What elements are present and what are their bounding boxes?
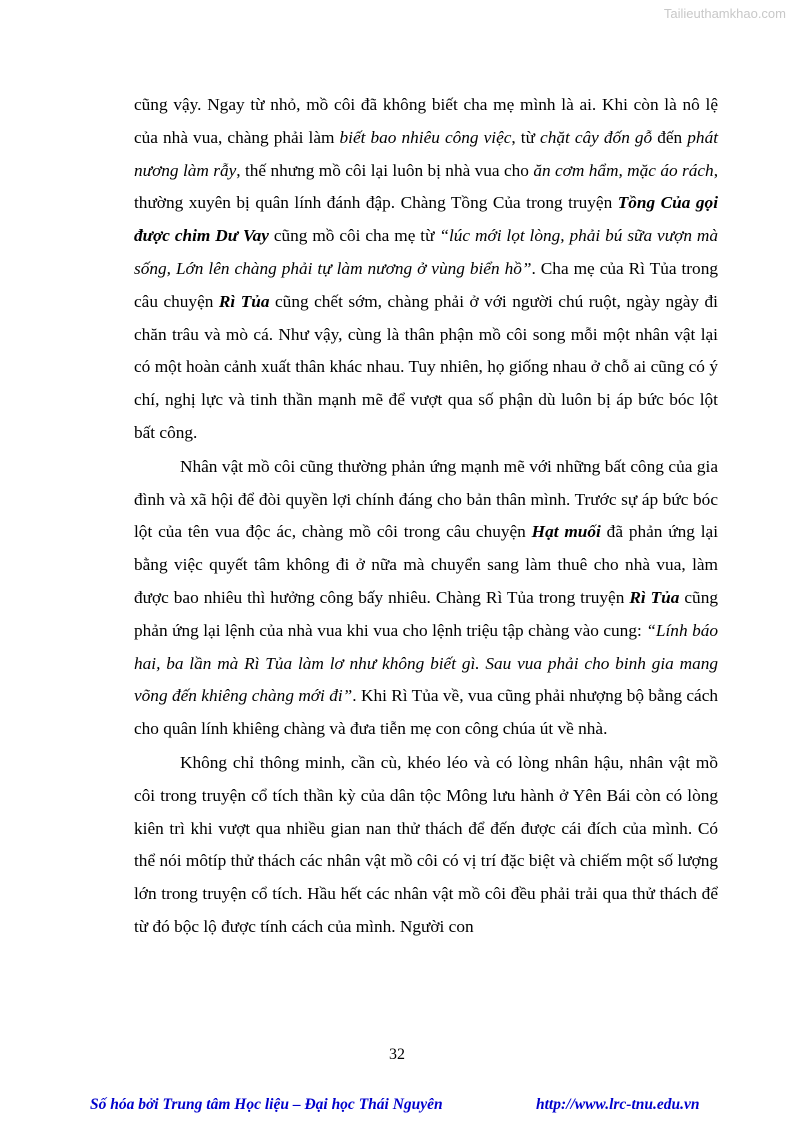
paragraph-2 <box>134 451 718 746</box>
text-run: , thế nhưng mồ côi lại luôn bị nhà vua cho <box>236 160 534 180</box>
text-run: cũng phản ứng lại lệnh của nhà vua khi vua cho lệnh triệu tập chàng vào cung: <box>134 587 718 640</box>
document-body <box>134 89 718 944</box>
text-run: cũng mồ côi cha mẹ từ <box>268 226 440 246</box>
paragraph-1 <box>134 89 718 450</box>
footer-source: Số hóa bởi Trung tâm Học liệu – Đại học Thái Nguyên <box>90 1096 443 1113</box>
text-run: cũng vậy. Ngay từ nhỏ, mồ côi đã không biết cha mẹ mình là ai. Khi còn là nô lệ của nhà vua, chàng phải làm <box>134 95 718 147</box>
text-run: đến <box>652 127 688 147</box>
emphasis-run: biết bao nhiêu công việc <box>339 127 512 147</box>
title-run: Hạt muối <box>531 522 601 542</box>
emphasis-run: “Lính báo hai, ba lần mà Rì Tủa làm lơ như không biết gì. Sau vua phải cho binh gia mang võng đến khiêng chàng mới đi” <box>134 620 719 706</box>
text-run: cũng chết sớm, chàng phải ở với người chú ruột, ngày ngày đi chăn trâu và mò cá. Như vậy, cùng là thân phận mồ côi song mỗi một nhân vật lại có một hoàn cảnh xuất thân khác nhau. Tuy nhiên, họ giống nhau ở chỗ ai cũng có ý chí, nghị lực và tinh thần mạnh mẽ để vượt qua số phận dù luôn bị áp bức bóc lột bất công. <box>134 291 718 442</box>
emphasis-run: phát nương làm rẫy <box>134 127 719 180</box>
footer-url[interactable]: http://www.lrc-tnu.edu.vn <box>536 1096 700 1113</box>
title-run: Tồng Của gọi được chim Dư Vay <box>134 193 718 246</box>
text-run: Không chỉ thông minh, cần cù, khéo léo và có lòng nhân hậu, nhân vật mồ côi trong truyện cổ tích thần kỳ của dân tộc Mông lưu hành ở Yên Bái còn có lòng kiên trì khi vượt qua nhiều gian nan thử thách để đến được cái đích của mình. Có thể nói môtíp thử thách các nhân vật mồ côi có vị trí đặc biệt và chiếm một số lượng lớn trong truyện cổ tích. Hầu hết các nhân vật mồ côi đều phải trải qua thử thách để từ đó bộc lộ được tính cách của mình. Người con <box>134 752 718 936</box>
paragraph-3 <box>134 747 718 944</box>
text-run: . Khi Rì Tủa về, vua cũng phải nhượng bộ bằng cách cho quân lính khiêng chàng và đưa tiễn mẹ con công chúa út về nhà. <box>134 686 719 739</box>
text-run: Nhân vật mồ côi cũng thường phản ứng mạnh mẽ với những bất công của gia đình và xã hội để đòi quyền lợi chính đáng cho bản thân mình. Trước sự áp bức bóc lột của tên vua độc ác, chàng mồ côi trong câu chuyện <box>134 456 718 542</box>
emphasis-run: “lúc mới lọt lòng, phải bú sữa vượn mà sống, Lớn lên chàng phải tự làm nương ở vùng biển hồ” <box>134 226 719 278</box>
page-number: 32 <box>389 1046 405 1063</box>
title-run: Rì Tủa <box>629 587 680 607</box>
watermark: Tailieuthamkhao.com <box>663 6 786 21</box>
emphasis-run: chặt cây đốn gỗ <box>540 127 653 147</box>
text-run: , thường xuyên bị quân lính đánh đập. Chàng Tồng Của trong truyện <box>134 160 719 213</box>
text-run: . Cha mẹ của Rì Tủa trong câu chuyện <box>134 258 718 311</box>
emphasis-run: ăn cơm hẩm, mặc áo rách <box>533 160 714 180</box>
text-run: , từ <box>511 127 541 147</box>
text-run: đã phản ứng lại bằng việc quyết tâm không đi ở nữa mà chuyển sang làm thuê cho nhà vua, làm được bao nhiêu thì hưởng công bấy nhiêu. Chàng Rì Tủa trong truyện <box>134 522 718 607</box>
title-run: Rì Tủa <box>218 291 270 311</box>
